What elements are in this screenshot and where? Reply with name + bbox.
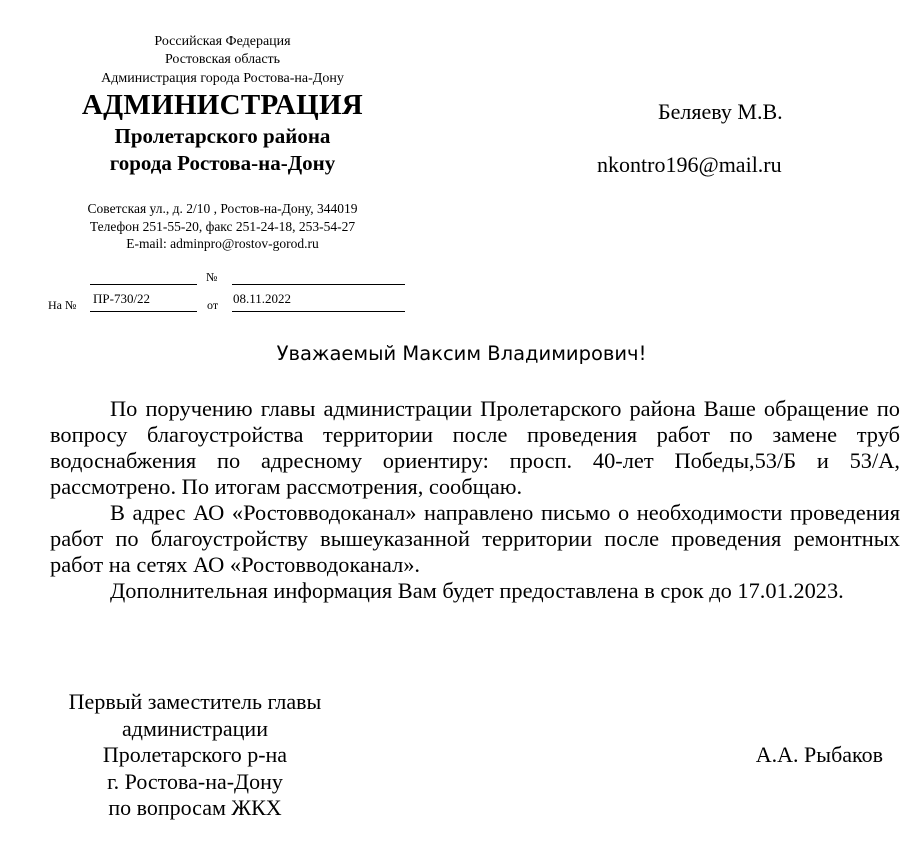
letterhead-country: Российская Федерация <box>154 34 291 49</box>
ref-number-value: ПР-730/22 <box>93 291 151 306</box>
body-paragraph: В адрес АО «Ростовводоканал» направлено письмо о необходимости проведения работ по благоустройству вышеуказанной территории после проведения ремонтных работ на сетях АО «Ростовводоканал». <box>50 500 900 577</box>
letterhead-city-admin: Администрация города Ростова-на-Дону <box>101 71 344 86</box>
letterhead-org-title: АДМИНИСТРАЦИЯ <box>81 89 364 121</box>
letterhead-region: Ростовская область <box>164 52 281 67</box>
letterhead-address: Советская ул., д. 2/10 , Ростов-на-Дону, 344019 <box>87 201 358 216</box>
outgoing-number-label: № <box>206 270 218 284</box>
signature-title <box>50 689 340 822</box>
signatory-name: А.А. Рыбаков <box>755 742 883 767</box>
letter-body <box>50 396 900 604</box>
signature-line: Первый заместитель главы <box>68 689 322 714</box>
outgoing-number-line <box>90 284 197 285</box>
signature-line: по вопросам ЖКХ <box>108 795 282 820</box>
recipient-email: nkontro196@mail.ru <box>597 152 782 177</box>
recipient-name: Беляеву М.В. <box>658 99 783 124</box>
letterhead-email: E-mail: adminpro@rostov-gorod.ru <box>126 236 319 251</box>
ref-date-label: от <box>207 298 219 312</box>
ref-date-line <box>232 311 405 312</box>
body-paragraph: Дополнительная информация Вам будет предоставлена в срок до 17.01.2023. <box>110 578 844 603</box>
ref-number-line <box>90 311 197 312</box>
letterhead-city: города Ростова-на-Дону <box>109 151 336 175</box>
body-paragraph: По поручению главы администрации Пролетарского района Ваше обращение по вопросу благоустройства территории после проведения работ по замене труб водоснабжения по адресному ориентиру: просп. 40-лет Победы,53/Б и 53/А, рассмотрено. По итогам рассмотрения, сообщаю. <box>50 396 900 499</box>
letterhead-district: Пролетарского района <box>114 124 331 148</box>
ref-number-label: На № <box>48 298 77 312</box>
outgoing-date-line <box>232 284 405 285</box>
signature-line: Пролетарского р-на <box>102 742 288 767</box>
letterhead-phone: Телефон 251-55-20, факс 251-24-18, 253-54-27 <box>89 219 356 234</box>
salutation: Уважаемый Максим Владимирович! <box>276 342 647 365</box>
ref-date-value: 08.11.2022 <box>233 291 292 306</box>
signature-line: г. Ростова-на-Дону <box>107 768 283 794</box>
signature-line: администрации <box>122 715 268 741</box>
